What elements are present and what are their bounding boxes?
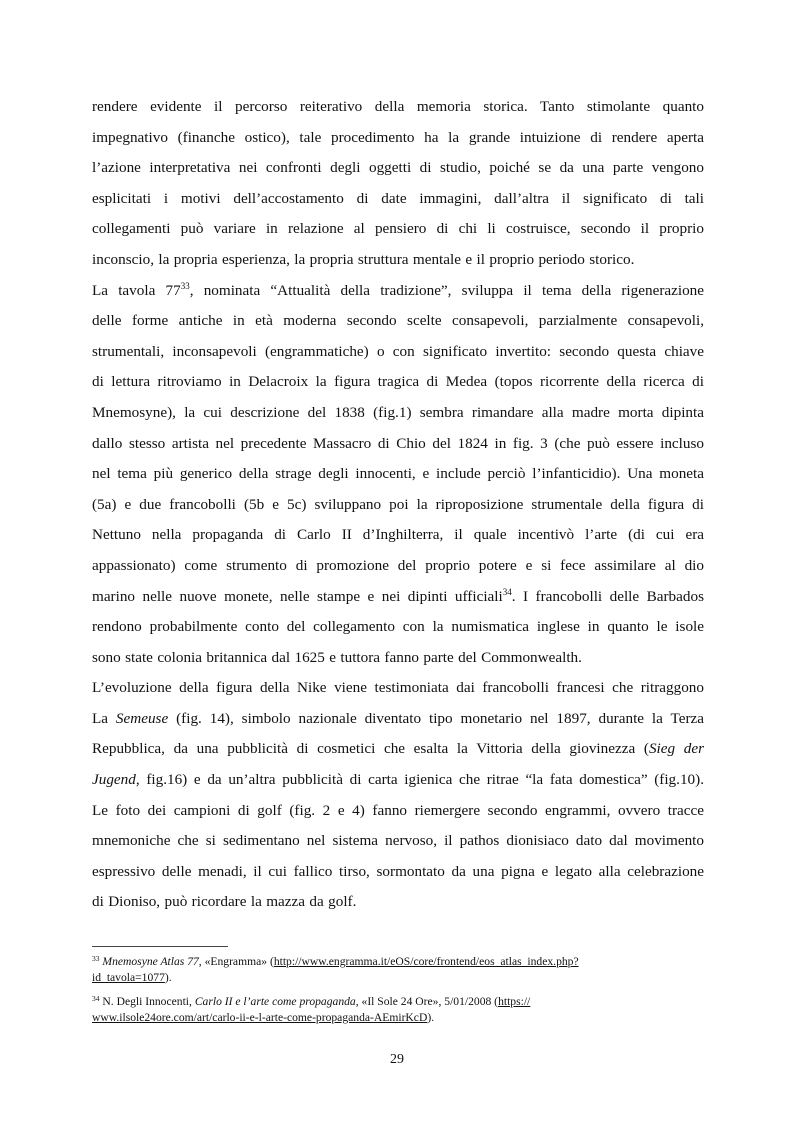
body-line: di Dioniso, può ricordare la mazza da golf.	[92, 893, 357, 911]
page-number: 29	[390, 1052, 404, 1067]
body-line: (5a) e due francobolli (5b e 5c) sviluppano poi la riproposizione strumentale della figura di	[92, 495, 704, 513]
body-line: rendere evidente il percorso reiterativo della memoria storica. Tanto stimolante quanto	[92, 98, 704, 115]
footnote-ref-34[interactable]: 34	[502, 586, 512, 597]
body-text	[92, 92, 704, 918]
body-line: Nettuno nella propaganda di Carlo II d’Inghilterra, il quale incentivò l’arte (di cui era	[92, 526, 704, 544]
body-line: Jugend, fig.16) e da un’altra pubblicità di carta igienica che ritrae “la fata domestica” (fig.10).	[92, 771, 704, 789]
footnote-link[interactable]: http://www.engramma.it/eOS/core/frontend/eos_atlas_index.php?	[273, 955, 579, 968]
title-sieg-der-jugend: Sieg der	[648, 740, 704, 758]
body-line: Mnemosyne), la cui descrizione del 1838 (fig.1) sembra rimandare alla madre morta dipinta	[92, 403, 704, 421]
body-line: marino nelle nuove monete, nelle stampe e nei dipinti ufficiali$^{34}$. I francobolli delle Barbados	[92, 586, 704, 605]
body-line: Repubblica, da una pubblicità di cosmetici che esalta la Vittoria della giovinezza (Sieg der	[92, 740, 704, 758]
footnote-ref-33[interactable]: 33	[180, 280, 190, 291]
body-line: L’evoluzione della figura della Nike viene testimoniata dai francobolli francesi che ritraggono	[92, 679, 704, 697]
body-line: collegamenti può variare in relazione al pensiero di chi li costruisce, secondo il proprio	[92, 220, 704, 238]
body-line: impegnativo (finanche ostico), tale procedimento ha la grande intuizione di rendere aperta	[92, 128, 704, 146]
body-line: dallo stesso artista nel precedente Massacro di Chio del 1824 in fig. 3 (che può essere incluso	[92, 434, 704, 452]
footnote-link[interactable]: id_tavola=1077	[92, 971, 165, 984]
title-semeuse: Semeuse	[115, 709, 169, 727]
body-line: La Semeuse (fig. 14), simbolo nazionale diventato tipo monetario nel 1897, durante la Terza	[92, 709, 704, 727]
body-line: La tavola $77^{33}$, nominata “Attualità della tradizione”, sviluppa il tema della rigenerazione	[92, 280, 705, 299]
body-line: sono state colonia britannica dal 1625 e tuttora fanno parte del Commonwealth.	[92, 648, 582, 666]
body-line: l’azione interpretativa nei confronti degli oggetti di studio, poiché se da una parte vengono	[92, 159, 704, 177]
footnote-34: $^{34}$ N. Degli Innocenti, Carlo II e l’arte come propaganda, «Il Sole 24 Ore», 5/01/2008 (https:// www.ilsole24ore.com/art/carlo-ii-e-l-arte-come-propaganda-AEmirKcD).	[92, 994, 531, 1024]
footnote-link[interactable]: https://	[498, 995, 531, 1008]
body-line: esplicitati i motivi dell’accostamento di date immagini, dall’altra il significato di tali	[92, 189, 704, 207]
body-line: inconscio, la propria esperienza, la propria struttura mentale e il proprio periodo storico.	[92, 250, 635, 268]
body-line: rendono probabilmente conto del collegamento con la numismatica inglese in quanto le isole	[92, 618, 704, 636]
body-line: di lettura ritroviamo in Delacroix la figura tragica di Medea (topos ricorrente della ricerca di	[92, 373, 704, 391]
footnote-link[interactable]: www.ilsole24ore.com/art/carlo-ii-e-l-arte-come-propaganda-AEmirKcD	[92, 1011, 428, 1024]
body-line: nel tema più generico della strage degli innocenti, e include perciò l’infanticidio). Una moneta	[92, 465, 704, 483]
footnote-33: $^{33}$ Mnemosyne Atlas 77, «Engramma» (http://www.engramma.it/eOS/core/frontend/eos_atlas_index.php? id_tavola=1077).	[92, 954, 579, 984]
body-line: strumentali, inconsapevoli (engrammatiche) o con significato invertito: secondo questa chiave	[92, 342, 704, 360]
footnote-separator	[92, 946, 228, 947]
footnotes	[92, 954, 704, 1034]
body-line: delle forme antiche in età moderna secondo scelte consapevoli, parzialmente consapevoli,	[92, 312, 704, 330]
body-line: mnemoniche che si sedimentano nel sistema nervoso, il pathos dionisiaco dato dal movimento	[92, 832, 704, 850]
body-line: appassionato) come strumento di promozione del proprio potere e si fece assimilare al dio	[92, 556, 704, 574]
body-line: espressivo delle menadi, il cui fallico tirso, sormontato da una pigna e legato alla celebrazione	[92, 862, 704, 880]
body-line: Le foto dei campioni di golf (fig. 2 e 4) fanno riemergere secondo engrammi, ovvero tracce	[92, 801, 704, 819]
